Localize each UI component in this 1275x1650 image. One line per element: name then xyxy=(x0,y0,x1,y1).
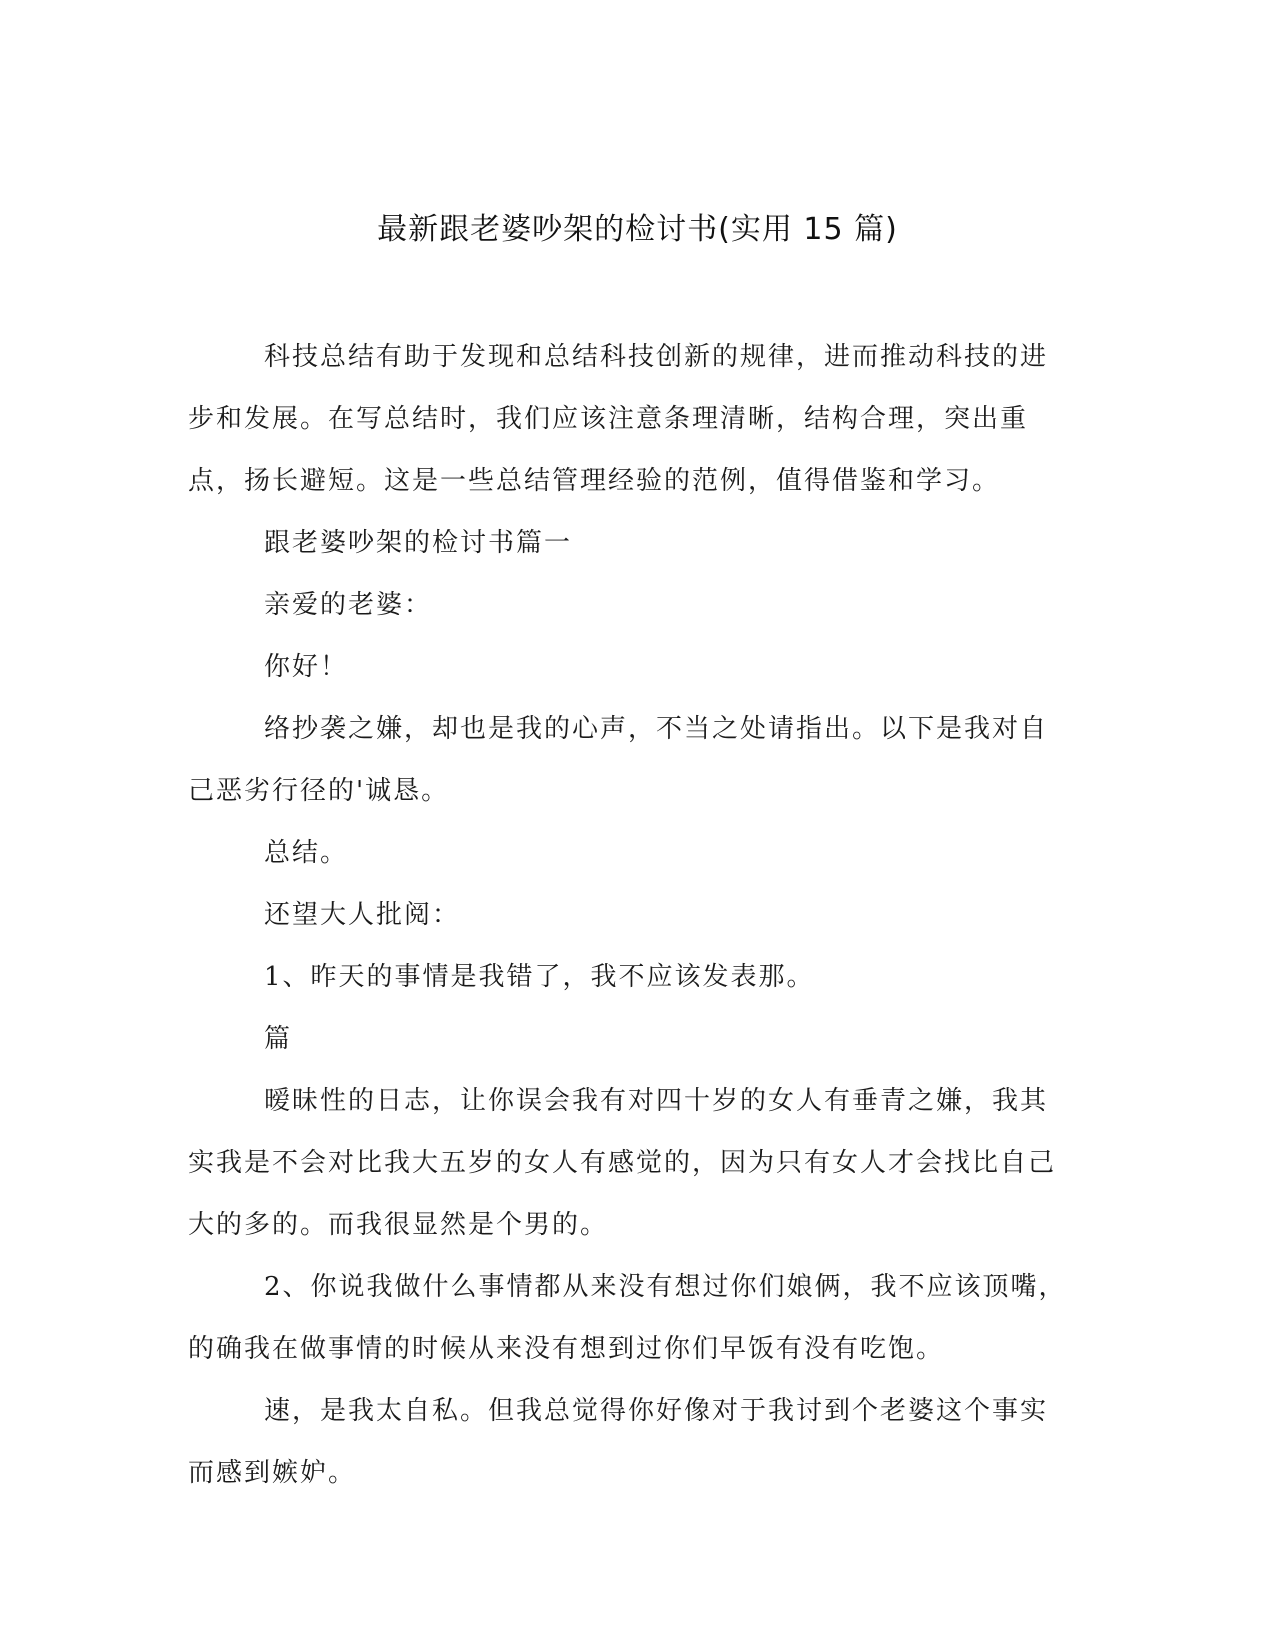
paragraph: 总结。 xyxy=(264,838,349,868)
document-body xyxy=(188,326,1068,1504)
paragraph: 络抄袭之嫌，却也是我的心声，不当之处请指出。以下是我对自己恶劣行径的'诚恳。 xyxy=(188,714,1049,806)
salutation: 亲爱的老婆： xyxy=(264,590,433,620)
section-heading-1: 跟老婆吵架的检讨书篇一 xyxy=(264,528,573,558)
paragraph: 暧昧性的日志，让你误会我有对四十岁的女人有垂青之嫌，我其实我是不会对比我大五岁的女人有感觉的，因为只有女人才会找比自己大的多的。而我很显然是个男的。 xyxy=(188,1086,1057,1240)
document-title: 最新跟老婆吵架的检讨书(实用 15 篇) xyxy=(377,212,898,247)
paragraph-intro: 科技总结有助于发现和总结科技创新的规律，进而推动科技的进步和发展。在写总结时，我们应该注意条理清晰，结构合理，突出重点，扬长避短。这是一些总结管理经验的范例，值得借鉴和学习。 xyxy=(188,342,1049,496)
list-item-1: 1、昨天的事情是我错了，我不应该发表那。 xyxy=(264,962,815,992)
greeting: 你好！ xyxy=(264,652,349,682)
list-item-2: 2、你说我做什么事情都从来没有想过你们娘俩，我不应该顶嘴，的确我在做事情的时候从来没有想到过你们早饭有没有吃饱。 xyxy=(188,1272,1067,1364)
paragraph: 还望大人批阅： xyxy=(264,900,461,930)
paragraph: 速，是我太自私。但我总觉得你好像对于我讨到个老婆这个事实而感到嫉妒。 xyxy=(188,1396,1049,1488)
paragraph: 篇 xyxy=(264,1024,293,1054)
